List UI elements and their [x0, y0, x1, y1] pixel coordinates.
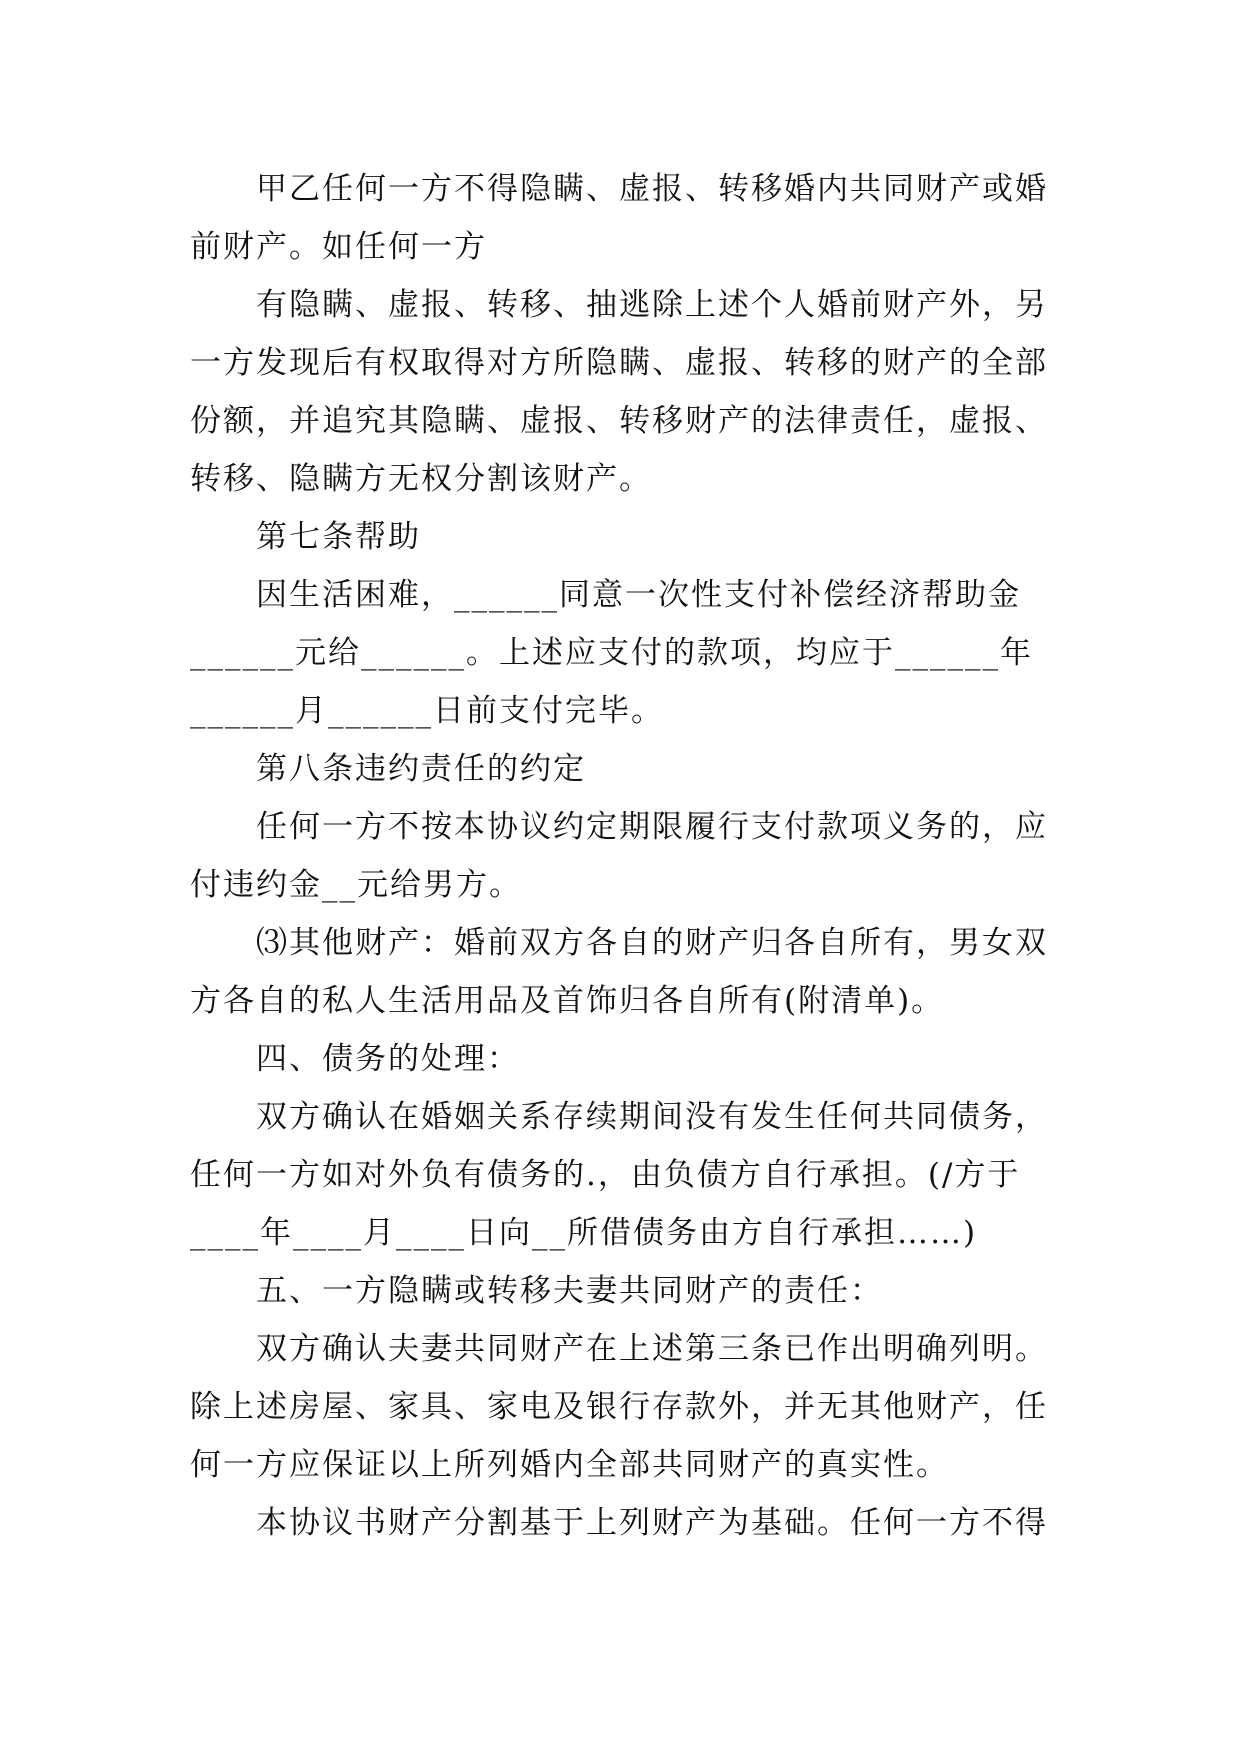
text-line: 甲乙任何一方不得隐瞒、虚报、转移婚内共同财产或婚 [256, 171, 1048, 207]
text-line: ⑶其他财产：婚前双方各自的财产归各自所有，男女双 [256, 925, 1048, 961]
section-heading: 四、债务的处理： [256, 1041, 520, 1077]
text-line: ______月______日前支付完毕。 [190, 693, 664, 729]
text-line: 方各自的私人生活用品及首饰归各自所有(附清单)。 [190, 983, 945, 1019]
text-line: 除上述房屋、家具、家电及银行存款外，并无其他财产，任 [190, 1389, 1048, 1425]
text-line: 一方发现后有权取得对方所隐瞒、虚报、转移的财产的全部 [190, 345, 1048, 381]
text-line: 何一方应保证以上所列婚内全部共同财产的真实性。 [190, 1447, 949, 1483]
text-line: ______元给______。上述应支付的款项，均应于______年 [190, 635, 1033, 671]
text-line: 任何一方如对外负有债务的.，由负债方自行承担。(/方于 [190, 1157, 1021, 1193]
document-body [190, 160, 1060, 1552]
text-line: ____年____月____日向__所借债务由方自行承担……) [190, 1215, 978, 1251]
text-line: 任何一方不按本协议约定期限履行支付款项义务的，应 [256, 809, 1048, 845]
text-line: 份额，并追究其隐瞒、虚报、转移财产的法律责任，虚报、 [190, 403, 1048, 439]
text-line: 双方确认夫妻共同财产在上述第三条已作出明确列明。 [256, 1331, 1048, 1367]
text-line: 因生活困难，______同意一次性支付补偿经济帮助金 [256, 577, 1021, 613]
text-line: 有隐瞒、虚报、转移、抽逃除上述个人婚前财产外，另 [256, 287, 1048, 323]
text-line: 本协议书财产分割基于上列财产为基础。任何一方不得 [256, 1505, 1048, 1541]
section-heading: 第七条帮助 [256, 519, 421, 555]
text-line: 双方确认在婚姻关系存续期间没有发生任何共同债务， [256, 1099, 1048, 1135]
section-heading: 第八条违约责任的约定 [256, 751, 586, 787]
text-line: 付违约金__元给男方。 [190, 867, 522, 903]
section-heading: 五、一方隐瞒或转移夫妻共同财产的责任： [256, 1273, 883, 1309]
text-line: 前财产。如任何一方 [190, 229, 487, 265]
text-line: 转移、隐瞒方无权分割该财产。 [190, 461, 652, 497]
